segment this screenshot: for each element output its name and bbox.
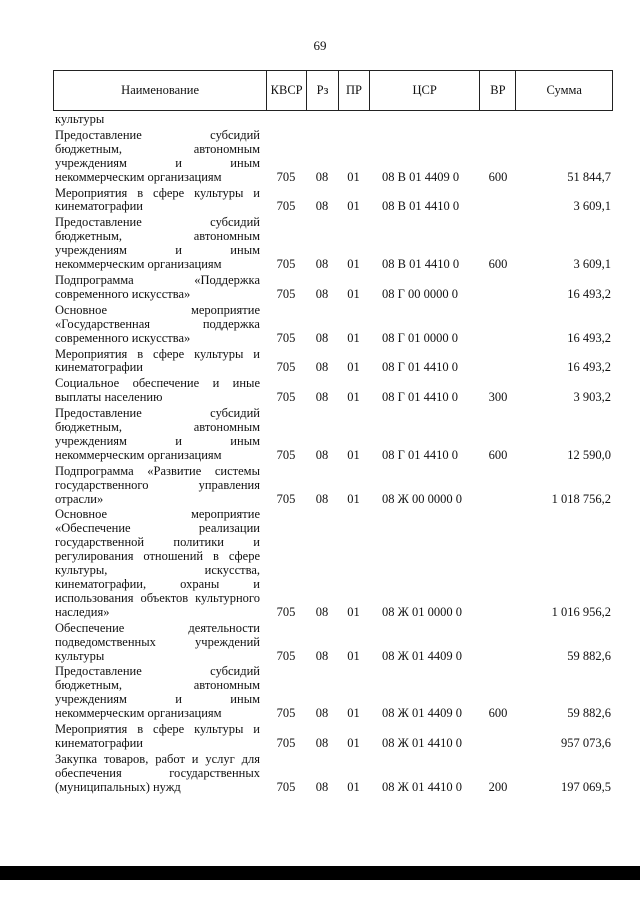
row-name xyxy=(53,407,266,463)
row-name-line: подведомственных учреждений xyxy=(55,634,260,649)
budget-table xyxy=(53,70,613,795)
row-rz: 08 xyxy=(315,447,329,462)
row-name-line: бюджетным, автономным xyxy=(55,678,260,693)
row-name-line: Подпрограмма «Поддержка xyxy=(55,272,260,287)
row-csr: 08 Г 01 4410 0 xyxy=(382,447,458,462)
row-sum: 16 493,2 xyxy=(567,360,611,375)
row-rz: 08 xyxy=(315,199,329,214)
table-row xyxy=(53,753,613,795)
row-name-line: некоммерческим организациям xyxy=(55,169,222,184)
row-name xyxy=(53,465,266,507)
table-row xyxy=(53,723,613,751)
row-name-line: Предоставление субсидий xyxy=(55,127,260,142)
table-row xyxy=(53,216,613,272)
row-name-line: некоммерческим организациям xyxy=(55,257,222,272)
table-row xyxy=(53,348,613,376)
row-kvsr: 705 xyxy=(276,199,296,214)
row-name-line: учреждениям и иным xyxy=(55,243,260,258)
row-name-line: Основное мероприятие xyxy=(55,507,260,522)
row-name-line: учреждениям и иным xyxy=(55,155,260,170)
scan-edge-bar xyxy=(0,866,640,880)
row-name-line: Мероприятия в сфере культуры и xyxy=(55,185,260,200)
row-name-line: отрасли» xyxy=(55,491,104,506)
table-header xyxy=(53,70,613,111)
row-sum: 1 016 956,2 xyxy=(551,604,611,619)
row-name xyxy=(53,723,266,751)
row-name-line: наследия» xyxy=(55,604,110,619)
header-vr: ВР xyxy=(479,71,515,110)
row-name-line: бюджетным, автономным xyxy=(55,420,260,435)
row-name-line: регулирования отношений в сфере xyxy=(55,549,260,564)
row-pr: 01 xyxy=(347,257,360,272)
row-name xyxy=(53,113,266,127)
table-row xyxy=(53,377,613,405)
row-name xyxy=(53,348,266,376)
row-pr: 01 xyxy=(347,735,360,750)
row-csr: 08 В 01 4409 0 xyxy=(382,169,460,184)
row-rz: 08 xyxy=(315,735,329,750)
row-pr: 01 xyxy=(347,779,360,794)
row-kvsr: 705 xyxy=(276,604,296,619)
row-sum: 59 882,6 xyxy=(567,706,611,721)
row-rz: 08 xyxy=(315,604,329,619)
row-name-line: государственной политики и xyxy=(55,535,260,550)
row-kvsr: 705 xyxy=(276,360,296,375)
row-sum: 3 609,1 xyxy=(573,257,611,272)
row-pr: 01 xyxy=(347,491,360,506)
row-name-line: современного искусства» xyxy=(55,286,191,301)
row-vr: 600 xyxy=(488,169,508,184)
row-name xyxy=(53,508,266,619)
row-pr: 01 xyxy=(347,447,360,462)
row-vr: 600 xyxy=(488,257,508,272)
row-name-line: учреждениям и иным xyxy=(55,433,260,448)
row-kvsr: 705 xyxy=(276,330,296,345)
row-csr: 08 Ж 01 4410 0 xyxy=(382,735,462,750)
row-csr: 08 Г 00 0000 0 xyxy=(382,286,458,301)
row-pr: 01 xyxy=(347,604,360,619)
row-sum: 3 609,1 xyxy=(573,199,611,214)
row-sum: 957 073,6 xyxy=(561,735,611,750)
row-vr: 600 xyxy=(488,447,508,462)
row-name-line: выплаты населению xyxy=(55,390,163,405)
row-sum: 197 069,5 xyxy=(561,779,611,794)
row-pr: 01 xyxy=(347,390,360,405)
row-rz: 08 xyxy=(315,330,329,345)
table-row xyxy=(53,187,613,215)
row-kvsr: 705 xyxy=(276,648,296,663)
row-sum: 1 018 756,2 xyxy=(551,491,611,506)
header-sum: Сумма xyxy=(515,71,612,110)
row-pr: 01 xyxy=(347,169,360,184)
header-csr: ЦСР xyxy=(369,71,480,110)
row-csr: 08 Г 01 4410 0 xyxy=(382,390,458,405)
row-rz: 08 xyxy=(315,648,329,663)
row-kvsr: 705 xyxy=(276,779,296,794)
row-name-line: кинематографии xyxy=(55,360,144,375)
row-name-line: кинематографии xyxy=(55,199,144,214)
row-name-line: Подпрограмма «Развитие системы xyxy=(55,463,260,478)
row-kvsr: 705 xyxy=(276,735,296,750)
row-name-line: современного искусства» xyxy=(55,330,191,345)
row-sum: 51 844,7 xyxy=(567,169,611,184)
row-rz: 08 xyxy=(315,706,329,721)
row-vr: 200 xyxy=(488,779,508,794)
row-rz: 08 xyxy=(315,491,329,506)
row-kvsr: 705 xyxy=(276,169,296,184)
header-pr: ПР xyxy=(338,71,369,110)
row-name xyxy=(53,274,266,302)
header-name: Наименование xyxy=(121,82,200,97)
row-name xyxy=(53,129,266,185)
row-vr: 600 xyxy=(488,706,508,721)
row-kvsr: 705 xyxy=(276,390,296,405)
table-row xyxy=(53,113,613,127)
row-name-line: Предоставление субсидий xyxy=(55,406,260,421)
row-name-line: Обеспечение деятельности xyxy=(55,620,260,635)
row-rz: 08 xyxy=(315,390,329,405)
row-name-line: некоммерческим организациям xyxy=(55,706,222,721)
row-kvsr: 705 xyxy=(276,257,296,272)
table-row xyxy=(53,665,613,721)
row-name-line: Предоставление субсидий xyxy=(55,664,260,679)
row-name xyxy=(53,665,266,721)
row-name-line: бюджетным, автономным xyxy=(55,141,260,156)
row-name-line: «Государственная поддержка xyxy=(55,316,260,331)
row-name-line: культуры, искусства, xyxy=(55,563,260,578)
row-name-line: кинематографии, охраны и xyxy=(55,577,260,591)
table-row xyxy=(53,465,613,507)
row-name-line: Предоставление субсидий xyxy=(55,215,260,230)
row-csr: 08 Ж 01 4410 0 xyxy=(382,779,462,794)
row-name-line: «Обеспечение реализации xyxy=(55,521,260,536)
row-name-line: Закупка товаров, работ и услуг для xyxy=(55,751,260,766)
row-csr: 08 Ж 01 4409 0 xyxy=(382,706,462,721)
table-row xyxy=(53,407,613,463)
row-csr: 08 Ж 01 4409 0 xyxy=(382,648,462,663)
table-row xyxy=(53,622,613,664)
header-kvsr: КВСР xyxy=(266,71,306,110)
row-name-line: Основное мероприятие xyxy=(55,302,260,317)
row-kvsr: 705 xyxy=(276,286,296,301)
row-csr: 08 В 01 4410 0 xyxy=(382,199,460,214)
page-number: 69 xyxy=(313,38,327,53)
row-rz: 08 xyxy=(315,257,329,272)
row-name xyxy=(53,622,266,664)
table-body xyxy=(53,113,613,795)
row-name xyxy=(53,216,266,272)
row-name xyxy=(53,304,266,346)
row-vr: 300 xyxy=(488,390,508,405)
row-rz: 08 xyxy=(315,779,329,794)
row-sum: 59 882,6 xyxy=(567,648,611,663)
row-csr: 08 В 01 4410 0 xyxy=(382,257,460,272)
row-rz: 08 xyxy=(315,169,329,184)
table-row xyxy=(53,274,613,302)
row-name-line: Мероприятия в сфере культуры и xyxy=(55,722,260,737)
row-name-line: Социальное обеспечение и иные xyxy=(55,376,260,391)
row-pr: 01 xyxy=(347,648,360,663)
row-name-line: использования объектов культурного xyxy=(55,590,260,605)
row-name xyxy=(53,377,266,405)
row-csr: 08 Г 01 0000 0 xyxy=(382,330,458,345)
row-pr: 01 xyxy=(347,199,360,214)
table-row xyxy=(53,304,613,346)
row-name xyxy=(53,187,266,215)
row-sum: 16 493,2 xyxy=(567,330,611,345)
row-name-line: культуры xyxy=(55,648,105,663)
row-kvsr: 705 xyxy=(276,491,296,506)
row-name-line: (муниципальных) нужд xyxy=(55,779,181,794)
row-name-line: обеспечения государственных xyxy=(55,765,260,780)
row-sum: 16 493,2 xyxy=(567,286,611,301)
row-csr: 08 Ж 01 0000 0 xyxy=(382,604,462,619)
row-csr: 08 Ж 00 0000 0 xyxy=(382,491,462,506)
row-name-line: государственного управления xyxy=(55,477,260,492)
row-kvsr: 705 xyxy=(276,447,296,462)
row-sum: 3 903,2 xyxy=(573,390,611,405)
row-name-line: бюджетным, автономным xyxy=(55,229,260,244)
row-pr: 01 xyxy=(347,286,360,301)
row-name-line: некоммерческим организациям xyxy=(55,447,222,462)
row-kvsr: 705 xyxy=(276,706,296,721)
table-row xyxy=(53,508,613,619)
table-row xyxy=(53,129,613,185)
row-rz: 08 xyxy=(315,360,329,375)
row-name-line: кинематографии xyxy=(55,735,144,750)
row-name-line: Мероприятия в сфере культуры и xyxy=(55,346,260,361)
row-pr: 01 xyxy=(347,330,360,345)
row-sum: 12 590,0 xyxy=(567,447,611,462)
row-name xyxy=(53,753,266,795)
row-name-line: культуры xyxy=(55,112,105,126)
row-pr: 01 xyxy=(347,706,360,721)
row-csr: 08 Г 01 4410 0 xyxy=(382,360,458,375)
row-rz: 08 xyxy=(315,286,329,301)
row-name-line: учреждениям и иным xyxy=(55,692,260,707)
header-rz: Рз xyxy=(306,71,338,110)
row-pr: 01 xyxy=(347,360,360,375)
